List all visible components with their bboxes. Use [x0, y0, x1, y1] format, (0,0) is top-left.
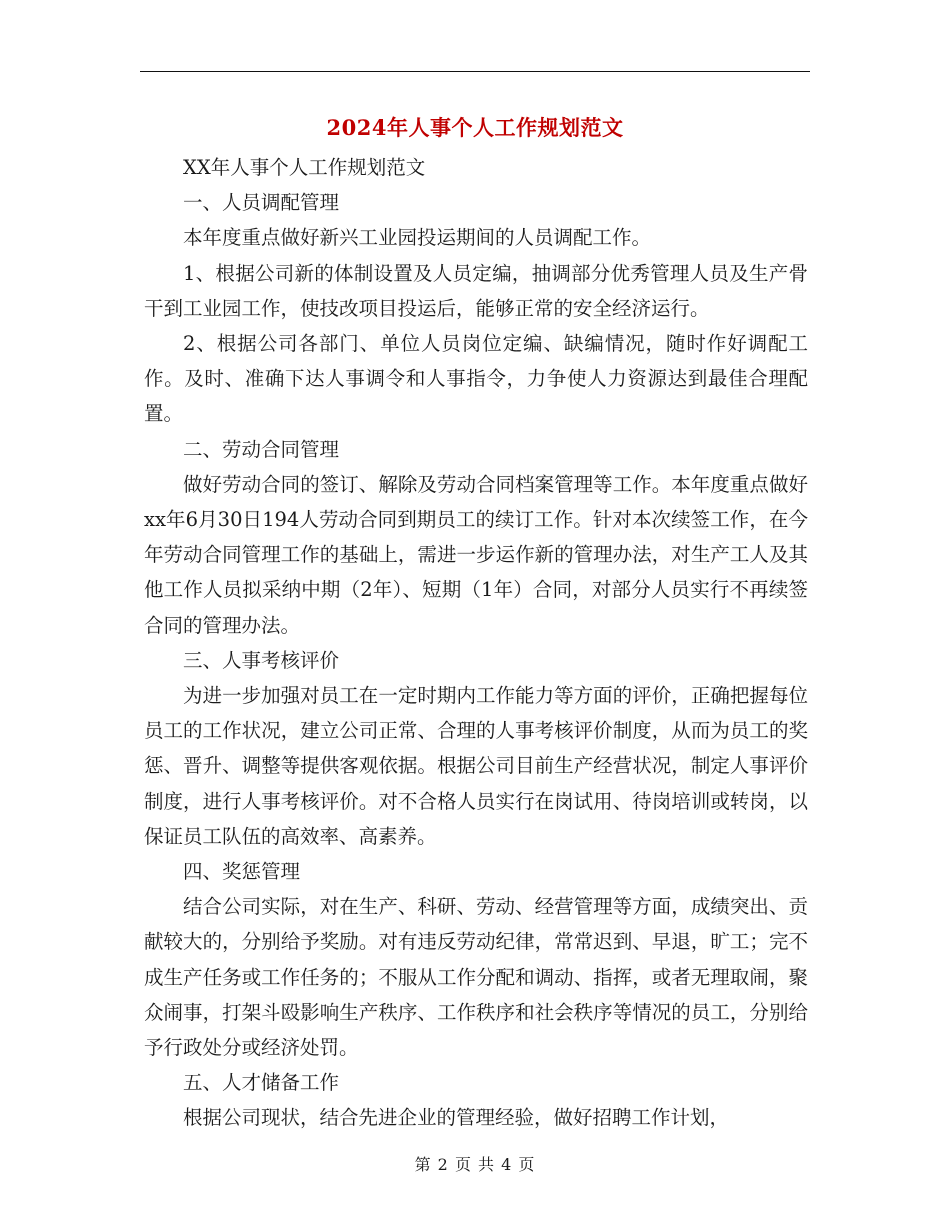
paragraph: 做好劳动合同的签订、解除及劳动合同档案管理等工作。本年度重点做好xx年6月30日194人劳动合同到期员工的续订工作。针对本次续签工作，在今年劳动合同管理工作的基础上，需进一步运作新的管理办法，对生产工人及其他工作人员拟采纳中期（2年）、短期（1年）合同，对部分人员实行不再续签合同的管理办法。 [144, 472, 808, 637]
header-rule [140, 71, 810, 72]
paragraph: 2、根据公司各部门、单位人员岗位定编、缺编情况，随时作好调配工作。及时、准确下达人事调令和人事指令，力争使人力资源达到最佳合理配置。 [144, 332, 808, 426]
paragraph: 结合公司实际，对在生产、科研、劳动、经营管理等方面，成绩突出、贡献较大的，分别给予奖励。对有违反劳动纪律，常常迟到、早退，旷工；完不成生产任务或工作任务的；不服从工作分配和调动、指挥，或者无理取闹，聚众闹事，打架斗殴影响生产秩序、工作秩序和社会秩序等情况的员工，分别给予行政处分或经济处罚。 [144, 895, 808, 1060]
section-heading-1: 一、人员调配管理 [183, 191, 340, 215]
document-body [144, 150, 808, 1136]
paragraph: 为进一步加强对员工在一定时期内工作能力等方面的评价，正确把握每位员工的工作状况，建立公司正常、合理的人事考核评价制度，从而为员工的奖惩、晋升、调整等提供客观依据。根据公司目前生产经营状况，制定人事评价制度，进行人事考核评价。对不合格人员实行在岗试用、待岗培训或转岗，以保证员工队伍的高效率、高素养。 [144, 684, 808, 848]
document-title: 2024年人事个人工作规划范文 [326, 115, 624, 140]
section-heading-5: 五、人才储备工作 [183, 1071, 340, 1095]
paragraph-subtitle: XX年人事个人工作规划范文 [183, 156, 426, 179]
paragraph: 1、根据公司新的体制设置及人员定编，抽调部分优秀管理人员及生产骨干到工业园工作，使技改项目投运后，能够正常的安全经济运行。 [144, 261, 808, 320]
section-heading-2: 二、劳动合同管理 [183, 437, 340, 461]
page-footer: 第 2 页 共 4 页 [414, 1155, 536, 1174]
section-heading-3: 三、人事考核评价 [183, 648, 340, 672]
section-heading-4: 四、奖惩管理 [183, 860, 301, 884]
paragraph: 根据公司现状，结合先进企业的管理经验，做好招聘工作计划， [183, 1106, 730, 1130]
paragraph: 本年度重点做好新兴工业园投运期间的人员调配工作。 [183, 226, 652, 250]
